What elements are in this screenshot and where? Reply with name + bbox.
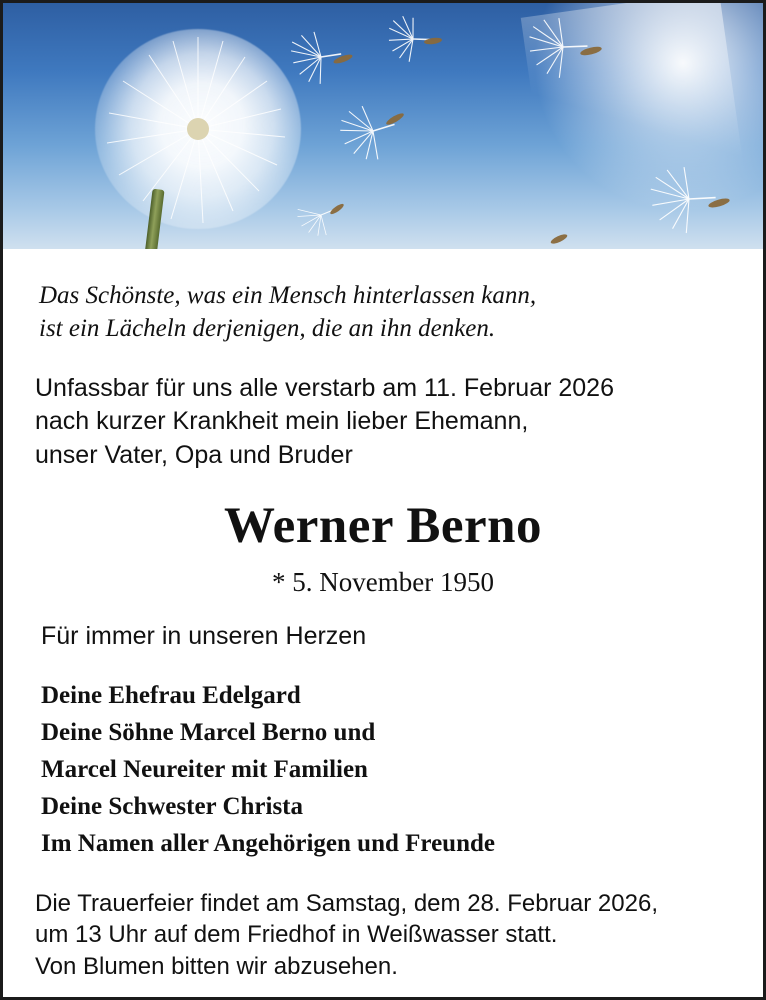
intro-block (35, 372, 733, 473)
ceremony-line-2: um 13 Uhr auf dem Friedhof in Weißwasser statt. (35, 921, 558, 949)
family-line-2: Deine Söhne Marcel Berno und (41, 718, 376, 746)
ceremony-line-3: Von Blumen bitten wir abzusehen. (35, 953, 398, 981)
intro-line-1: Unfassbar für uns alle verstarb am 11. Februar 2026 (35, 373, 614, 402)
dandelion-photo (3, 3, 763, 249)
obituary-text (3, 249, 763, 983)
ceremony-block (35, 888, 733, 983)
intro-line-2: nach kurzer Krankheit mein lieber Ehemann, (35, 407, 529, 436)
verse-line-2: ist ein Lächeln derjenigen, die an ihn denken. (39, 315, 496, 343)
verse-block (39, 279, 733, 346)
birth-date: * 5. November 1950 (272, 566, 494, 597)
family-line-1: Deine Ehefrau Edelgard (41, 681, 301, 709)
family-line-3: Marcel Neureiter mit Familien (41, 755, 368, 783)
flying-seeds (3, 3, 763, 249)
family-line-5: Im Namen aller Angehörigen und Freunde (41, 829, 495, 857)
memorial-line: Für immer in unseren Herzen (41, 621, 367, 650)
family-line-4: Deine Schwester Christa (41, 792, 303, 820)
verse-line-1: Das Schönste, was ein Mensch hinterlassen kann, (39, 282, 537, 309)
ceremony-line-1: Die Trauerfeier findet am Samstag, dem 28. Februar 2026, (35, 889, 658, 917)
deceased-name: Werner Berno (223, 497, 543, 554)
intro-line-3: unser Vater, Opa und Bruder (35, 441, 353, 469)
family-block (41, 677, 733, 862)
